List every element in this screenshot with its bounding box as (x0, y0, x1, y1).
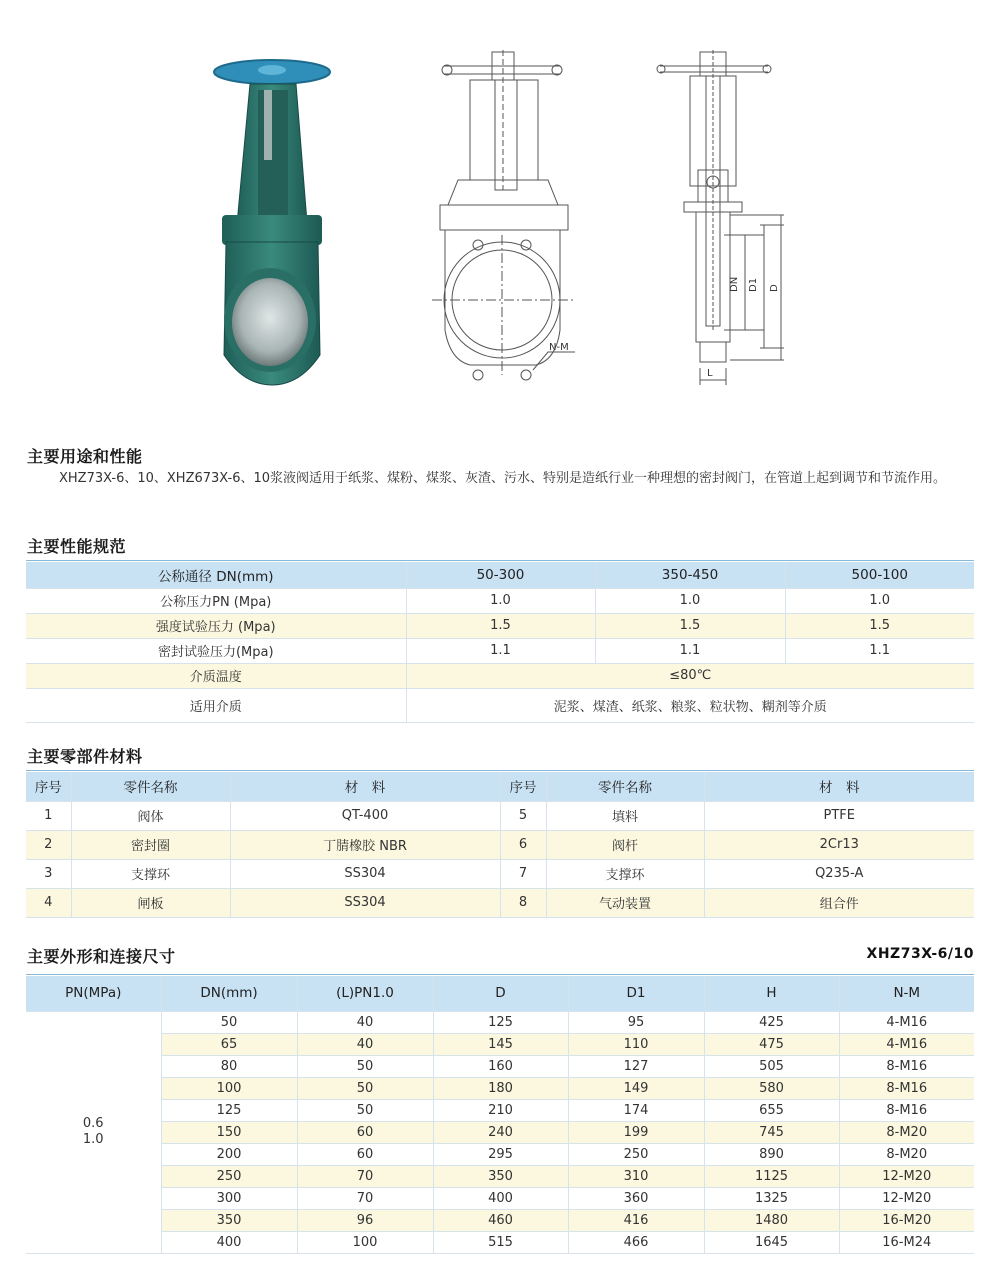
header-cell: PN(MPa) (26, 976, 161, 1011)
pn-value-cell (26, 1011, 161, 1253)
cell: 460 (433, 1209, 568, 1231)
pn-value: 1.0 (82, 1132, 104, 1147)
table-row (26, 588, 974, 613)
header-cell: 材 料 (704, 772, 974, 801)
cell: 400 (161, 1231, 297, 1253)
cell: 250 (568, 1143, 704, 1165)
cell: 295 (433, 1143, 568, 1165)
cell: PTFE (704, 801, 974, 830)
cell: 泥浆、煤渣、纸浆、粮浆、粒状物、糊剂等介质 (406, 688, 974, 722)
table-row (26, 613, 974, 638)
cell: 100 (161, 1077, 297, 1099)
cell: 160 (433, 1055, 568, 1077)
cell: 40 (297, 1011, 433, 1033)
cell: 210 (433, 1099, 568, 1121)
section-title-dimensions: 主要外形和连接尺寸 (27, 947, 176, 966)
cell: 475 (704, 1033, 839, 1055)
cell: 8-M20 (839, 1143, 974, 1165)
usage-paragraph: XHZ73X-6、10、XHZ673X-6、10浆液阀适用于纸浆、煤粉、煤浆、灰渣、污水、特别是造纸行业一种理想的密封阀门，在管道上起到调节和节流作用。 (59, 471, 947, 486)
cell: 支撑环 (71, 859, 230, 888)
cell: 1645 (704, 1231, 839, 1253)
table-row (26, 1099, 974, 1121)
cell: SS304 (230, 888, 500, 917)
cell: 174 (568, 1099, 704, 1121)
cell: 1.5 (595, 613, 785, 638)
table-row (26, 801, 974, 830)
model-code: XHZ73X-6/10 (866, 946, 974, 962)
cell: 60 (297, 1143, 433, 1165)
materials-table (26, 772, 974, 918)
cell: 8-M16 (839, 1099, 974, 1121)
section-title-performance: 主要性能规范 (27, 537, 127, 556)
table-row (26, 1011, 974, 1033)
table-row (26, 1231, 974, 1253)
cell: 50 (297, 1099, 433, 1121)
cell: 50 (297, 1055, 433, 1077)
cell: 240 (433, 1121, 568, 1143)
table-row (26, 1121, 974, 1143)
cell: 1.1 (785, 638, 974, 663)
table-row (26, 859, 974, 888)
cell: QT-400 (230, 801, 500, 830)
cell: 1.0 (406, 588, 595, 613)
cell: 127 (568, 1055, 704, 1077)
cell: 16-M24 (839, 1231, 974, 1253)
cell: 1.5 (785, 613, 974, 638)
cell: 8-M20 (839, 1121, 974, 1143)
label-d1: D1 (748, 277, 759, 292)
cell: 80 (161, 1055, 297, 1077)
header-cell: D1 (568, 976, 704, 1011)
table-row (26, 688, 974, 722)
table-row (26, 1077, 974, 1099)
cell: 6 (500, 830, 546, 859)
cell: 阀杆 (546, 830, 704, 859)
header-cell: (L)PN1.0 (297, 976, 433, 1011)
cell: 125 (161, 1099, 297, 1121)
cell: 支撑环 (546, 859, 704, 888)
divider (26, 974, 974, 975)
divider (26, 560, 974, 561)
table-row (26, 638, 974, 663)
cell: 50 (297, 1077, 433, 1099)
cell: 300 (161, 1187, 297, 1209)
cell: 425 (704, 1011, 839, 1033)
cell: 515 (433, 1231, 568, 1253)
header-cell: 零件名称 (546, 772, 704, 801)
cell: 70 (297, 1165, 433, 1187)
cell: 7 (500, 859, 546, 888)
cell: 1 (26, 801, 71, 830)
divider (26, 770, 974, 771)
cell: 110 (568, 1033, 704, 1055)
product-images (0, 30, 1000, 410)
cell: 199 (568, 1121, 704, 1143)
table-row (26, 1187, 974, 1209)
cell: 2Cr13 (704, 830, 974, 859)
cell: Q235-A (704, 859, 974, 888)
cell: 1.1 (595, 638, 785, 663)
cell: 丁腈橡胶 NBR (230, 830, 500, 859)
cell: SS304 (230, 859, 500, 888)
valve-photo (214, 60, 330, 385)
table-row (26, 663, 974, 688)
cell: 2 (26, 830, 71, 859)
table-row (26, 830, 974, 859)
cell: 1.5 (406, 613, 595, 638)
cell: 655 (704, 1099, 839, 1121)
header-cell: 公称通径 DN(mm) (26, 562, 406, 588)
cell: 350 (161, 1209, 297, 1231)
header-cell: 500-100 (785, 562, 974, 588)
label-dn: DN (729, 276, 740, 292)
section-title-usage: 主要用途和性能 (27, 447, 143, 466)
pn-value: 0.6 (82, 1116, 104, 1131)
cell: 50 (161, 1011, 297, 1033)
cell: 4 (26, 888, 71, 917)
side-view-drawing (657, 50, 784, 385)
cell: 4-M16 (839, 1011, 974, 1033)
cell: 40 (297, 1033, 433, 1055)
header-cell: 序号 (500, 772, 546, 801)
cell: 60 (297, 1121, 433, 1143)
cell: 气动装置 (546, 888, 704, 917)
cell: 580 (704, 1077, 839, 1099)
table-row (26, 1209, 974, 1231)
cell: 95 (568, 1011, 704, 1033)
cell: 125 (433, 1011, 568, 1033)
cell: 16-M20 (839, 1209, 974, 1231)
header-cell: N-M (839, 976, 974, 1011)
header-cell: 零件名称 (71, 772, 230, 801)
cell: 145 (433, 1033, 568, 1055)
row-label: 适用介质 (26, 688, 406, 722)
header-cell: 50-300 (406, 562, 595, 588)
performance-table (26, 562, 974, 723)
table-row (26, 1165, 974, 1187)
table-row (26, 1143, 974, 1165)
header-cell: DN(mm) (161, 976, 297, 1011)
table-header-row (26, 562, 974, 588)
label-nm: N-M (549, 342, 569, 353)
cell: 3 (26, 859, 71, 888)
cell: 360 (568, 1187, 704, 1209)
header-cell: 材 料 (230, 772, 500, 801)
table-header-row (26, 772, 974, 801)
cell: 8-M16 (839, 1077, 974, 1099)
cell: 505 (704, 1055, 839, 1077)
label-l: L (707, 368, 713, 379)
cell: 310 (568, 1165, 704, 1187)
cell: 4-M16 (839, 1033, 974, 1055)
section-title-materials: 主要零部件材料 (27, 747, 143, 766)
cell: 890 (704, 1143, 839, 1165)
cell: 闸板 (71, 888, 230, 917)
dimensions-body (26, 1011, 974, 1253)
cell: 149 (568, 1077, 704, 1099)
table-row (26, 1033, 974, 1055)
dimensions-table (26, 976, 974, 1254)
cell: 466 (568, 1231, 704, 1253)
header-cell: 序号 (26, 772, 71, 801)
cell: 400 (433, 1187, 568, 1209)
table-header-row (26, 976, 974, 1011)
row-label: 介质温度 (26, 663, 406, 688)
row-label: 强度试验压力 (Mpa) (26, 613, 406, 638)
cell: 12-M20 (839, 1165, 974, 1187)
cell: 1.0 (595, 588, 785, 613)
cell: 100 (297, 1231, 433, 1253)
cell: 1480 (704, 1209, 839, 1231)
cell: 350 (433, 1165, 568, 1187)
cell: 416 (568, 1209, 704, 1231)
cell: 96 (297, 1209, 433, 1231)
row-label: 密封试验压力(Mpa) (26, 638, 406, 663)
row-label: 公称压力PN (Mpa) (26, 588, 406, 613)
cell: 组合件 (704, 888, 974, 917)
cell: ≤80℃ (406, 663, 974, 688)
cell: 150 (161, 1121, 297, 1143)
table-row (26, 888, 974, 917)
cell: 200 (161, 1143, 297, 1165)
cell: 阀体 (71, 801, 230, 830)
front-view-drawing (432, 50, 575, 380)
cell: 1.1 (406, 638, 595, 663)
cell: 8 (500, 888, 546, 917)
table-row (26, 1055, 974, 1077)
label-d: D (769, 284, 780, 292)
header-cell: 350-450 (595, 562, 785, 588)
cell: 65 (161, 1033, 297, 1055)
cell: 1325 (704, 1187, 839, 1209)
cell: 1.0 (785, 588, 974, 613)
cell: 5 (500, 801, 546, 830)
cell: 密封圈 (71, 830, 230, 859)
cell: 250 (161, 1165, 297, 1187)
cell: 1125 (704, 1165, 839, 1187)
cell: 745 (704, 1121, 839, 1143)
header-cell: H (704, 976, 839, 1011)
cell: 8-M16 (839, 1055, 974, 1077)
header-cell: D (433, 976, 568, 1011)
cell: 180 (433, 1077, 568, 1099)
cell: 填料 (546, 801, 704, 830)
cell: 70 (297, 1187, 433, 1209)
cell: 12-M20 (839, 1187, 974, 1209)
